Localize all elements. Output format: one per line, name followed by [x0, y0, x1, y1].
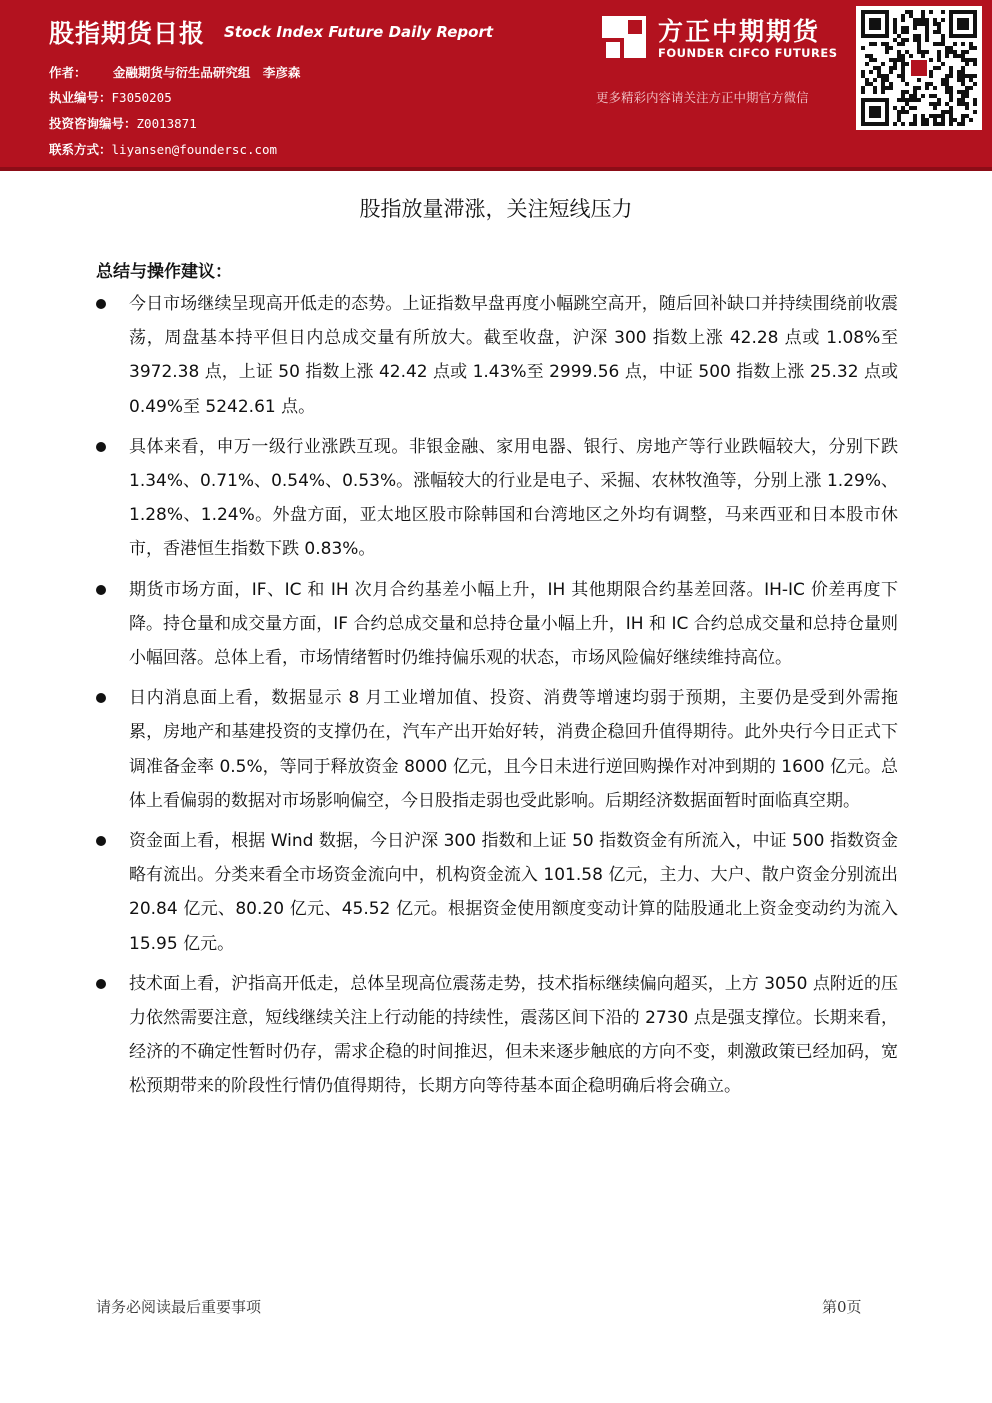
- list-item: [96, 967, 898, 1104]
- bullet-icon: [96, 442, 106, 452]
- contact-value: liyansen@foundersc.com: [111, 142, 278, 157]
- summary-list: [96, 287, 898, 1110]
- wechat-note: 更多精彩内容请关注方正中期官方微信: [596, 90, 809, 105]
- author-label: 作者：: [49, 65, 87, 80]
- report-title-cn: 股指期货日报: [49, 19, 206, 48]
- report-title-en: Stock Index Future Daily Report: [224, 23, 494, 41]
- author-value: 金融期货与衍生品研究组 李彦森: [112, 65, 301, 80]
- consult-value: Z0013871: [136, 116, 197, 131]
- logo-text-cn: 方正中期期货: [658, 17, 821, 46]
- list-item: [96, 430, 898, 567]
- contact-label: 联系方式：: [49, 142, 112, 157]
- footer-notice: 请务必阅读最后重要事项: [96, 1298, 262, 1316]
- consult-line: [49, 114, 197, 132]
- list-item: [96, 824, 898, 961]
- license-value: F3050205: [111, 90, 172, 105]
- bullet-icon: [96, 979, 106, 989]
- logo-text-en: FOUNDER CIFCO FUTURES: [658, 46, 838, 60]
- list-item-text: 技术面上看，沪指高开低走，总体呈现高位震荡走势，技术指标继续偏向超买，上方 3050 点附近的压力依然需要注意，短线继续关注上行动能的持续性，震荡区间下沿的 2730 点是强支撑位。长期来看，经济的不确定性暂时仍存，需求企稳的时间推迟，但未来逐步触底的方向不变，刺激政策已经加码，宽松预期带来的阶段性行情仍值得期待，长期方向等待基本面企稳明确后将会确立。: [129, 973, 898, 1097]
- qr-code-icon[interactable]: [856, 6, 982, 130]
- list-item-text: 期货市场方面，IF、IC 和 IH 次月合约基差小幅上升，IH 其他期限合约基差回落。IH-IC 价差再度下降。持仓量和成交量方面，IF 合约总成交量和总持仓量小幅上升，IH 和 IC 合约总成交量和总持仓量则小幅回落。总体上看，市场情绪暂时仍维持偏乐观的状态，市场风险偏好继续维持高位。: [129, 579, 898, 669]
- page-number: 第0页: [822, 1298, 862, 1316]
- list-item-text: 今日市场继续呈现高开低走的态势。上证指数早盘再度小幅跳空高开，随后回补缺口并持续围绕前收震荡，周盘基本持平但日内总成交量有所放大。截至收盘，沪深 300 指数上涨 42.28 点或 1.08%至 3972.38 点，上证 50 指数上涨 42.42 点或 1.43%至 2999.56 点，中证 500 指数上涨 25.32 点或0.49%至 5242.61 点。: [129, 294, 898, 417]
- list-item: [96, 681, 898, 818]
- bullet-icon: [96, 836, 106, 846]
- contact-line: [49, 140, 277, 158]
- list-item-text: 具体来看，申万一级行业涨跌互现。非银金融、家用电器、银行、房地产等行业跌幅较大，分别下跌 1.34%、0.71%、0.54%、0.53%。涨幅较大的行业是电子、采掘、农林牧渔等，分别上涨 1.29%、1.28%、1.24%。外盘方面，亚太地区股市除韩国和台湾地区之外均有调整，马来西亚和日本股市休市，香港恒生指数下跌 0.83%。: [129, 436, 898, 560]
- list-item-text: 资金面上看，根据 Wind 数据，今日沪深 300 指数和上证 50 指数资金有所流入，中证 500 指数资金略有流出。分类来看全市场资金流向中，机构资金流入 101.58 亿元，主力、大户、散户资金分别流出 20.84 亿元、80.20 亿元、45.52 亿元。根据资金使用额度变动计算的陆股通北上资金变动约为流入 15.95 亿元。: [129, 831, 898, 954]
- consult-label: 投资咨询编号：: [49, 116, 137, 131]
- header-divider: [0, 167, 992, 171]
- company-logo: [600, 12, 850, 68]
- section-heading: 总结与操作建议：: [96, 262, 232, 282]
- list-item: [96, 573, 898, 676]
- bullet-icon: [96, 585, 106, 595]
- bullet-icon: [96, 299, 106, 309]
- list-item-text: 日内消息面上看，数据显示 8 月工业增加值、投资、消费等增速均弱于预期，主要仍是受到外需拖累，房地产和基建投资的支撑仍在，汽车产出开始好转，消费企稳回升值得期待。此外央行今日正式下调准备金率 0.5%，等同于释放资金 8000 亿元，且今日未进行逆回购操作对冲到期的 1600 亿元。总体上看偏弱的数据对市场影响偏空，今日股指走弱也受此影响。后期经济数据面暂时面临真空期。: [129, 688, 898, 811]
- bullet-icon: [96, 693, 106, 703]
- license-label: 执业编号：: [49, 90, 112, 105]
- license-line: [49, 88, 172, 106]
- founder-logo-icon: [600, 14, 648, 60]
- document-title: 股指放量滞涨，关注短线压力: [359, 197, 633, 221]
- list-item: [96, 287, 898, 424]
- author-line: [49, 63, 300, 81]
